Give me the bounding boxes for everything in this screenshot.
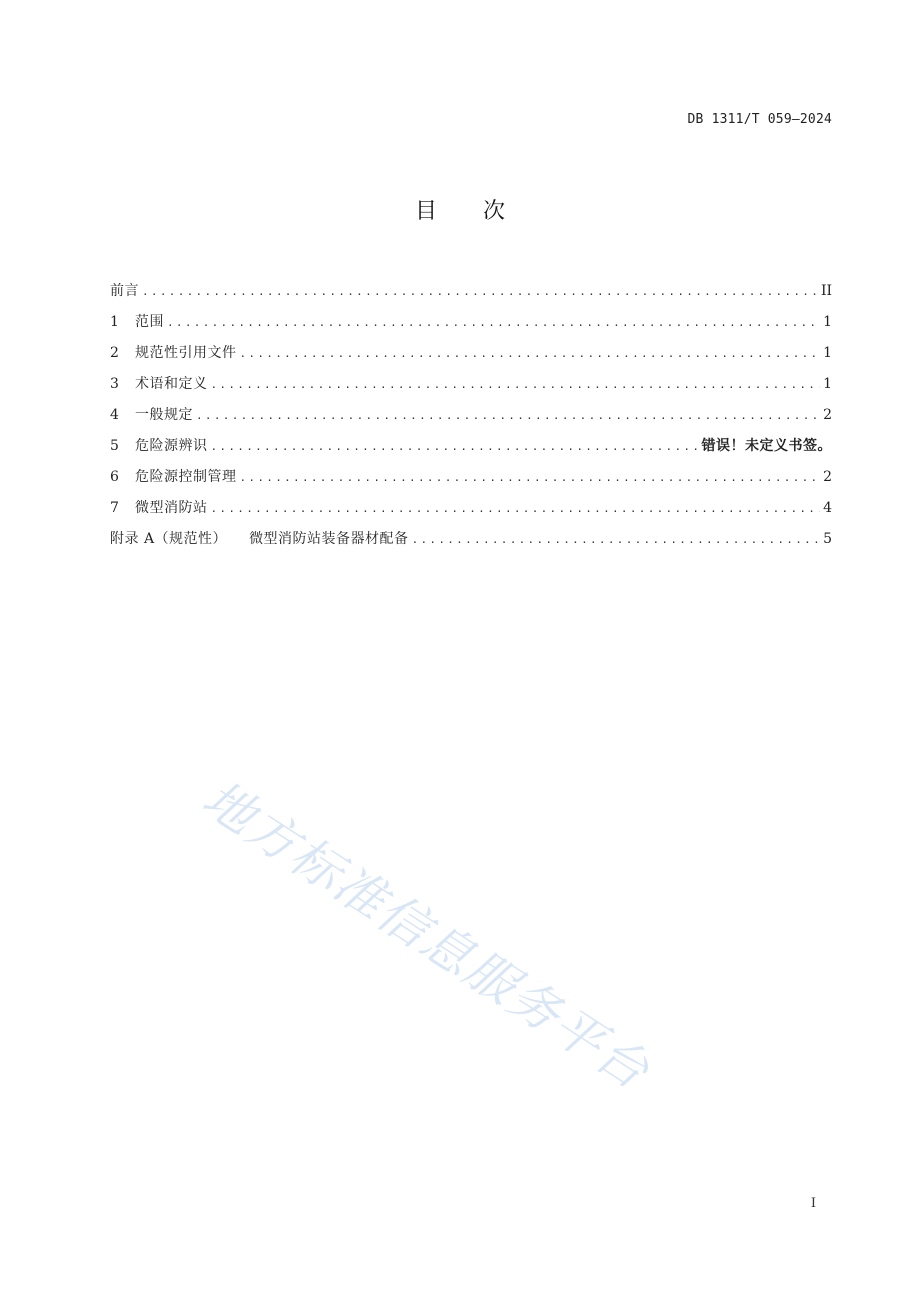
page-number: I xyxy=(810,1196,816,1211)
watermark-text: 地方标准信息服务平台 xyxy=(192,769,661,1102)
toc-entry-page: 1 xyxy=(823,314,832,330)
toc-entry-number: 5 xyxy=(110,438,119,454)
toc-entry-page: 5 xyxy=(823,531,832,547)
toc-dot-leader xyxy=(211,375,821,395)
toc-entry-number: 4 xyxy=(110,407,119,423)
toc-entry-label: 前言 xyxy=(110,283,139,299)
toc-entry-hazard-control[interactable] xyxy=(110,467,832,498)
toc-entry-label: 微型消防站 xyxy=(135,500,208,516)
page-title-char-1: 目 xyxy=(414,199,437,224)
toc-entry-number: 6 xyxy=(110,469,119,485)
page-title-char-2: 次 xyxy=(483,199,506,224)
toc-entry-page: 1 xyxy=(823,376,832,392)
toc-entry-hazard-identification[interactable] xyxy=(110,436,832,467)
toc-dot-leader xyxy=(211,437,699,457)
toc-entry-number: 1 xyxy=(110,314,119,330)
toc-dot-leader xyxy=(211,499,821,519)
toc-entry-terms-definitions[interactable] xyxy=(110,374,832,405)
toc-entry-page: II xyxy=(820,283,832,299)
toc-appendix-prefix: 附录 A（规范性） xyxy=(110,531,228,547)
toc-dot-leader xyxy=(142,282,818,302)
toc-dot-leader xyxy=(240,344,821,364)
toc-entry-number: 3 xyxy=(110,376,119,392)
toc-entry-micro-fire-station[interactable] xyxy=(110,498,832,529)
page-title xyxy=(0,194,920,225)
toc-entry-label: 范围 xyxy=(135,314,164,330)
toc-entry-number: 7 xyxy=(110,500,119,516)
toc-entry-label: 危险源辨识 xyxy=(135,438,208,454)
toc-dot-leader xyxy=(412,530,821,550)
toc-entry-appendix-a[interactable] xyxy=(110,529,832,560)
toc-entry-page: 2 xyxy=(823,469,832,485)
toc-entry-label: 危险源控制管理 xyxy=(135,469,237,485)
document-code: DB 1311/T 059—2024 xyxy=(687,112,832,127)
toc-entry-page: 2 xyxy=(823,407,832,423)
toc-dot-leader xyxy=(167,313,820,333)
toc-entry-foreword[interactable] xyxy=(110,281,832,312)
table-of-contents xyxy=(110,281,832,560)
toc-entry-label: 一般规定 xyxy=(135,407,193,423)
toc-entry-normative-references[interactable] xyxy=(110,343,832,374)
toc-entry-general-provisions[interactable] xyxy=(110,405,832,436)
toc-dot-leader xyxy=(196,406,820,426)
toc-entry-label: 微型消防站装备器材配备 xyxy=(249,531,409,547)
toc-entry-label: 规范性引用文件 xyxy=(135,345,237,361)
toc-entry-label: 术语和定义 xyxy=(135,376,208,392)
toc-entry-number: 2 xyxy=(110,345,119,361)
toc-entry-page: 1 xyxy=(823,345,832,361)
toc-entry-page: 4 xyxy=(823,500,832,516)
toc-dot-leader xyxy=(240,468,821,488)
toc-entry-scope[interactable] xyxy=(110,312,832,343)
toc-bookmark-error: 错误！未定义书签。 xyxy=(701,438,832,454)
